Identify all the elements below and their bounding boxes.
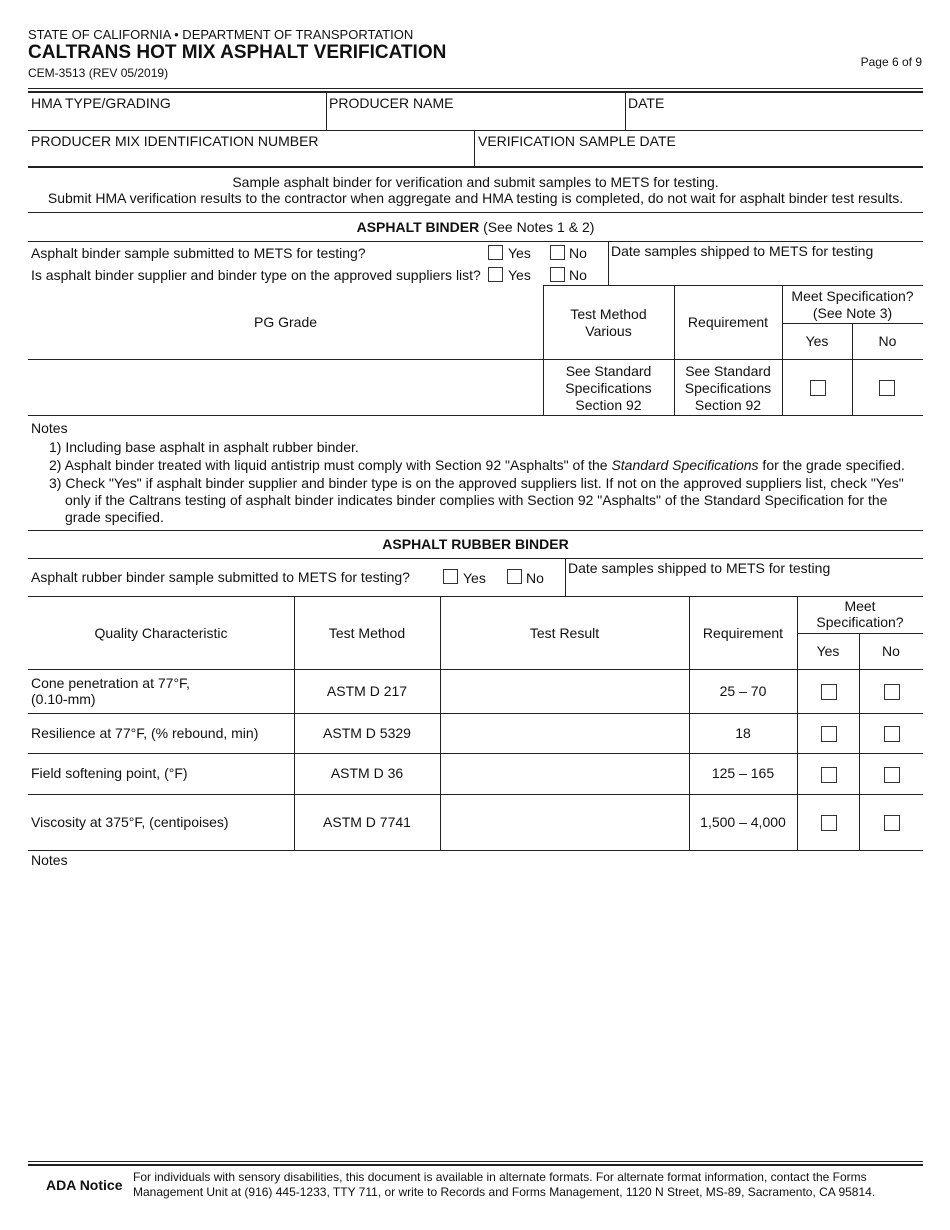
hma-type-field[interactable] [28,93,326,130]
note-3-line-3: grade specified. [65,509,164,525]
requirement-value: 18 [735,725,751,741]
requirement-spec-l3: Section 92 [694,397,762,413]
test-method: ASTM D 36 [330,765,404,781]
note-1: 1) Including base asphalt in asphalt rubber binder. [49,439,359,455]
yes-header: Yes [816,643,840,659]
test-result-input[interactable] [441,765,689,782]
rubber-submitted-no-checkbox[interactable] [507,569,522,584]
test-result-header: Test Result [529,625,600,641]
test-method-header: Test Method [570,306,647,322]
requirement-value: 25 – 70 [719,683,767,699]
test-method: ASTM D 7741 [323,814,411,830]
meet-header: Meet [844,598,876,614]
divider [28,850,923,851]
yes-label: Yes [508,245,531,261]
binder-submitted-yes-checkbox[interactable] [488,245,503,260]
no-header: No [878,333,897,349]
note-3-line-1: 3) Check "Yes" if asphalt binder supplier and binder type is on the approved suppliers list. If not on the approved suppliers list, check "Yes" [49,475,904,491]
note-2-italic: Standard Specifications [611,457,759,473]
meet-spec-yes-checkbox[interactable] [821,726,837,742]
page-number: Page 6 of 9 [860,55,922,69]
producer-name-label: PRODUCER NAME [329,95,454,111]
pg-grade-input[interactable] [28,360,543,415]
meet-spec-no-checkbox[interactable] [884,684,900,700]
binder-supplier-yes-checkbox[interactable] [488,267,503,282]
table-row [28,795,923,850]
producer-name-field[interactable] [327,93,625,130]
asphalt-binder-heading [28,219,923,236]
footer-rule-2 [28,1164,923,1166]
form-id: CEM-3513 (REV 05/2019) [28,66,169,80]
meet-spec-yes-checkbox[interactable] [821,767,837,783]
binder-submitted-question: Asphalt binder sample submitted to METS for testing? [31,245,366,261]
ada-notice-line-2: Management Unit at (916) 445-1233, TTY 711, or write to Records and Forms Management, 1120 N Street, MS-89, Sacramento, CA 95814. [133,1185,876,1199]
note-2-post: for the grade specified. [758,457,905,473]
instruction-line-2: Submit HMA verification results to the contractor when aggregate and HMA testing is completed, do not wait for asphalt binder test results. [47,190,904,206]
ada-notice-label: ADA Notice [46,1177,123,1193]
date-label: DATE [628,95,665,111]
binder-supplier-question: Is asphalt binder supplier and binder type on the approved suppliers list? [31,267,481,283]
date-shipped-label: Date samples shipped to METS for testing [568,560,831,576]
specification-header: Specification? [816,614,904,630]
hma-type-label: HMA TYPE/GRADING [31,95,171,111]
table-row [28,670,923,713]
producer-mix-id-field[interactable] [28,131,474,167]
no-label: No [569,245,587,261]
yes-header: Yes [805,333,829,349]
binder-submitted-no-checkbox[interactable] [550,245,565,260]
rubber-submitted-yes-checkbox[interactable] [443,569,458,584]
quality-characteristic: Viscosity at 375°F, (centipoises) [31,814,229,830]
notes-title: Notes [31,420,68,436]
binder-date-shipped-field[interactable] [609,242,923,284]
meet-spec-yes-checkbox[interactable] [821,684,837,700]
divider [28,530,923,531]
quality-characteristic: Cone penetration at 77°F, [31,675,190,691]
pg-grade-yes-checkbox[interactable] [810,380,826,396]
quality-characteristic-header: Quality Characteristic [94,625,228,641]
meet-spec-yes-checkbox[interactable] [821,815,837,831]
heading-rest: (See Notes 1 & 2) [479,219,595,235]
binder-supplier-no-checkbox[interactable] [550,267,565,282]
note-2-pre: 2) Asphalt binder treated with liquid antistrip must comply with Section 92 "Asphalts" of the [49,457,612,473]
quality-characteristic: Resilience at 77°F, (% rebound, min) [31,725,259,741]
meet-spec-header: Meet Specification? [791,288,914,304]
yes-label: Yes [463,570,486,586]
ada-notice-line-1: For individuals with sensory disabilities, this document is available in alternate formats. For alternate format information, contact the Forms [133,1170,867,1184]
test-method-spec-l2: Specifications [565,380,652,396]
divider [28,596,923,597]
requirement-spec-l1: See Standard [685,363,771,379]
requirement-value: 1,500 – 4,000 [700,814,786,830]
table-row [28,754,923,794]
divider [543,285,923,286]
requirement-header: Requirement [702,625,784,641]
requirement-value: 125 – 165 [711,765,775,781]
divider [782,323,923,324]
test-method-spec-l3: Section 92 [575,397,642,413]
meet-spec-no-checkbox[interactable] [884,815,900,831]
quality-characteristic-unit: (0.10-mm) [31,691,96,707]
producer-mix-id-label: PRODUCER MIX IDENTIFICATION NUMBER [31,133,319,149]
note-2 [49,457,905,474]
test-method-spec-l1: See Standard [565,363,652,379]
requirement-header: Requirement [687,314,769,330]
date-shipped-label: Date samples shipped to METS for testing [611,243,874,259]
verification-sample-date-field[interactable] [475,131,923,167]
footer-rule [28,1161,923,1162]
section-rule [28,166,923,168]
pg-grade-no-checkbox[interactable] [879,380,895,396]
table-row [28,714,923,753]
test-result-input[interactable] [441,725,689,742]
date-field[interactable] [626,93,923,130]
instruction-line-1: Sample asphalt binder for verification and submit samples to METS for testing. [232,174,719,190]
pg-grade-header: PG Grade [253,314,318,330]
no-label: No [569,267,587,283]
test-method-various: Various [585,323,632,339]
no-header: No [882,643,900,659]
form-title: CALTRANS HOT MIX ASPHALT VERIFICATION [28,42,447,63]
notes-title: Notes [31,852,68,868]
rubber-submitted-question: Asphalt rubber binder sample submitted to METS for testing? [31,569,410,585]
test-method: ASTM D 217 [326,683,408,699]
verification-sample-date-label: VERIFICATION SAMPLE DATE [478,133,676,149]
no-label: No [526,570,544,586]
divider [797,633,923,634]
rubber-date-shipped-field[interactable] [566,559,923,596]
test-method: ASTM D 5329 [323,725,411,741]
test-result-input[interactable] [441,683,689,700]
heading-bold: ASPHALT BINDER [356,219,480,235]
agency-line: STATE OF CALIFORNIA • DEPARTMENT OF TRANSPORTATION [28,27,414,42]
meet-spec-no-checkbox[interactable] [884,767,900,783]
meet-spec-note: (See Note 3) [812,305,893,321]
divider [28,415,923,416]
quality-characteristic: Field softening point, (°F) [31,765,188,781]
divider [28,212,923,213]
rubber-binder-heading: ASPHALT RUBBER BINDER [382,536,569,552]
meet-spec-no-checkbox[interactable] [884,726,900,742]
requirement-spec-l2: Specifications [684,380,772,396]
note-3-line-2: only if the Caltrans testing of asphalt binder indicates binder complies with Section 92 "Asphalts" of the Standard Specification for the [65,492,888,508]
header-rule [28,88,923,89]
yes-label: Yes [508,267,531,283]
notes-area[interactable] [28,872,923,1157]
test-result-input[interactable] [441,814,689,831]
test-method-header: Test Method [328,625,406,641]
